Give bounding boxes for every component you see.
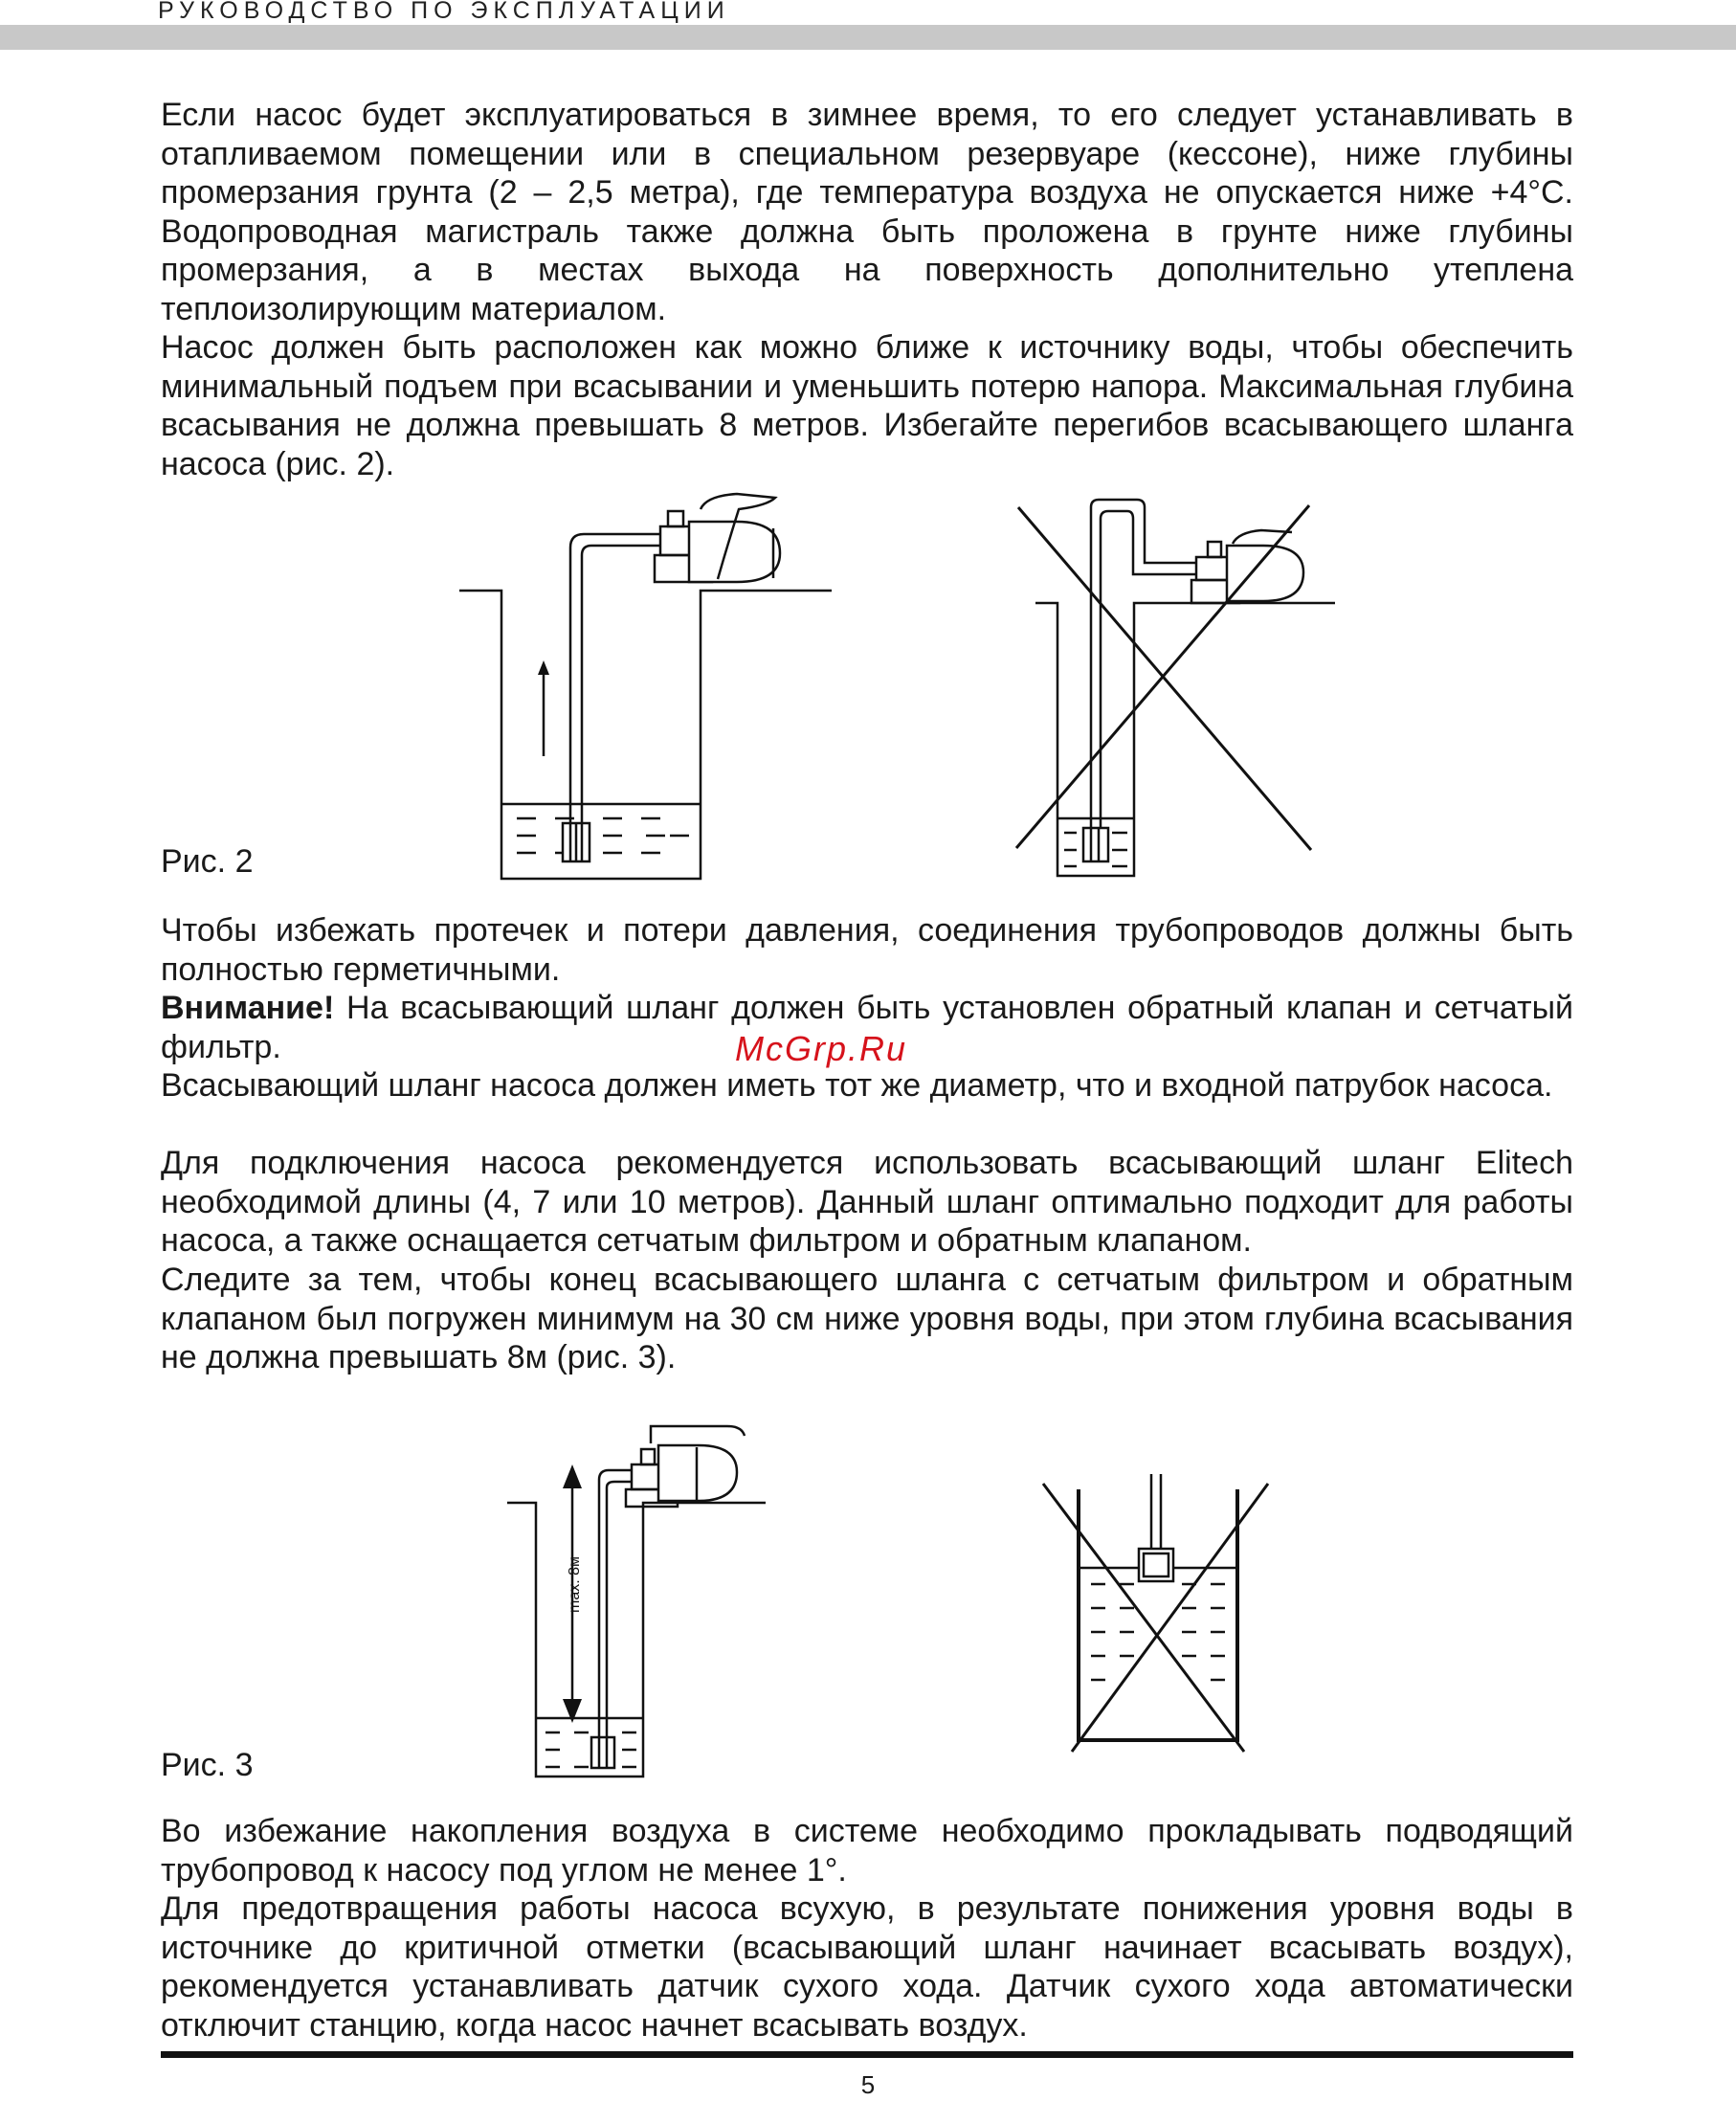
paragraph-winter-installation: Если насос будет эксплуатироваться в зимнее время, то его следует устанавливать в отапливаемом помещении или в специальном резервуаре (кессоне), ниже глубины промерзания грунта (2 – 2,5 метра), где температура воздуха не опускается ниже +4°С. Водопроводная магистраль также должна быть проложена в грунте ниже глубины промерзания, а в местах выхода на поверхность дополнительно утеплена теплоизолирующим материалом. (161, 97, 1573, 327)
attention-label: Внимание! (161, 990, 335, 1026)
page-number: 5 (860, 2070, 876, 2099)
max-depth-label: max. 8м (567, 1555, 583, 1613)
figure-3-incorrect-immersion (1038, 1474, 1278, 1761)
paragraph-pump-location: Насос должен быть расположен как можно ближе к источнику воды, чтобы обеспечить минимальный подъем при всасывании и уменьшить потерю напора. Максимальная глубина всасывания не должна превышать 8 метров. Избегайте перегибов всасывающего шланга насоса (рис. 2). (161, 329, 1573, 482)
paragraph-hose-immersion: Следите за тем, чтобы конец всасывающего шланга с сетчатым фильтром и обратным клапаном был погружен минимум на 30 см ниже уровня воды, при этом глубина всасывания не должна превышать 8м (рис. 3). (161, 1262, 1573, 1375)
paragraph-dry-run-sensor: Для предотвращения работы насоса всухую, в результате понижения уровня воды в источнике до критичной отметки (всасывающий шланг начинает всасывать воздух), рекомендуется устанавливать датчик сухого хода. Датчик сухого хода автоматически отключит станцию, когда насос начнет всасывать воздух. (161, 1890, 1573, 2044)
paragraph-pipe-angle: Во избежание накопления воздуха в системе необходимо прокладывать подводящий трубопровод к насосу под углом не менее 1°. (161, 1813, 1573, 1889)
footer-rule (161, 2051, 1573, 2058)
figure-2-label: Рис. 2 (161, 843, 254, 880)
watermark: McGrp.Ru (735, 1029, 908, 1068)
document-header-title: РУКОВОДСТВО ПО ЭКСПЛУАТАЦИИ (158, 0, 730, 24)
paragraph-elitech-hose: Для подключения насоса рекомендуется использовать всасывающий шланг Elitech необходимой длины (4, 7 или 10 метров). Данный шланг оптимально подходит для работы насоса, а также оснащается сетчатым фильтром и обратным клапаном. (161, 1145, 1573, 1259)
figure-2-correct-installation (450, 488, 852, 890)
figure-2-incorrect-installation (1005, 488, 1349, 890)
paragraph-sealed-connections: Чтобы избежать протечек и потери давления, соединения трубопроводов должны быть полностью герметичными. (161, 912, 1573, 988)
figure-3-max-depth (507, 1397, 794, 1780)
paragraph-hose-diameter: Всасывающий шланг насоса должен иметь тот же диаметр, что и входной патрубок насоса. (161, 1067, 1553, 1104)
header-bar (0, 25, 1736, 50)
attention-text: На всасывающий шланг должен быть установлен обратный клапан и сетчатый фильтр. (161, 990, 1573, 1065)
figure-3-label: Рис. 3 (161, 1747, 254, 1783)
